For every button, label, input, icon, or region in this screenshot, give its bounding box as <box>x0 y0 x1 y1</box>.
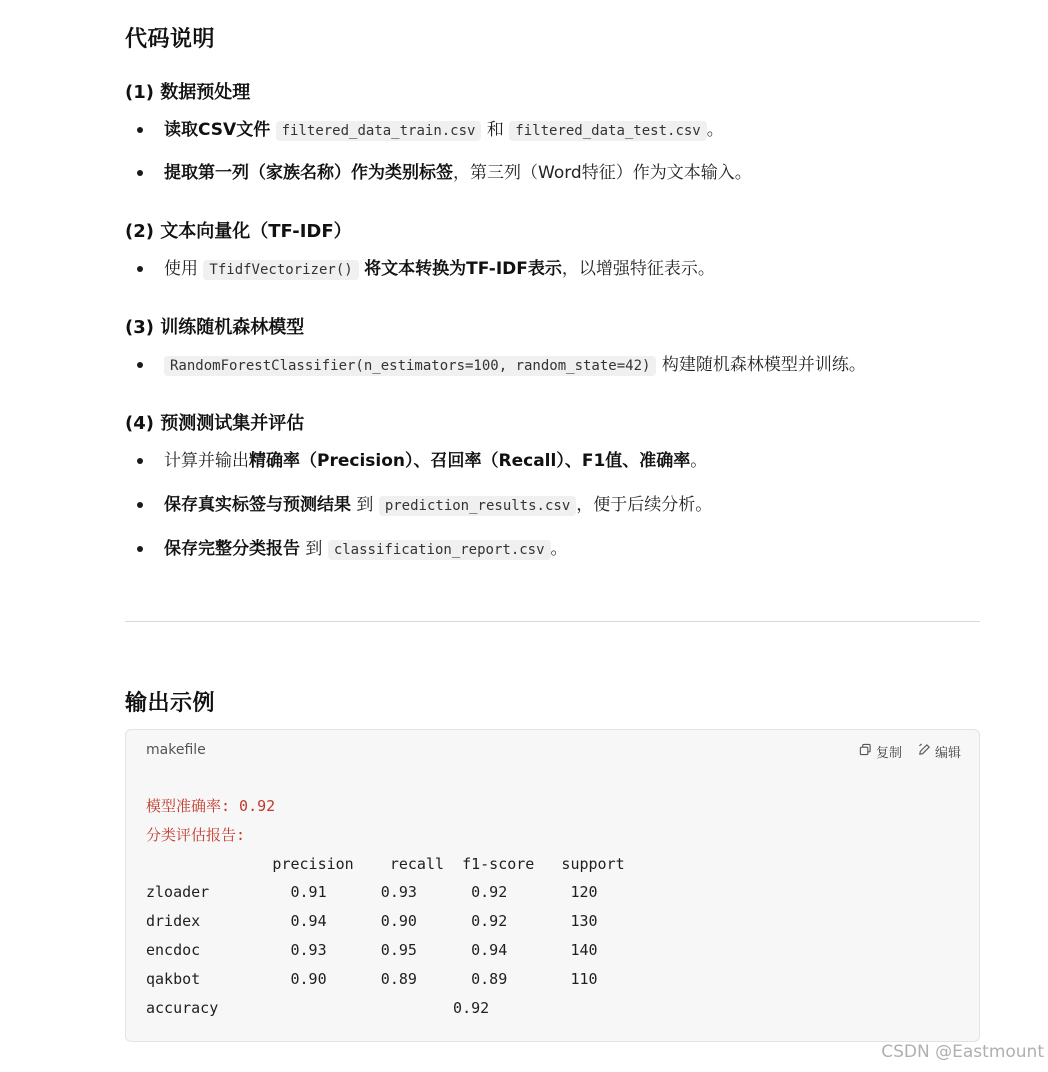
preprocess-list <box>125 118 980 185</box>
accuracy-line: 模型准确率: 0.92 <box>146 797 276 815</box>
code-block-toolbar <box>859 742 961 761</box>
bullet-text: ，以增强特征表示。 <box>561 259 715 279</box>
list-item <box>125 537 980 561</box>
report-row: qakbot 0.90 0.89 0.89 110 <box>146 969 598 988</box>
bullet-bold-text: 保存完整分类报告 <box>164 539 300 559</box>
bullet-bold-text: 提取第一列（家族名称）作为类别标签 <box>164 163 453 183</box>
inline-code: TfidfVectorizer() <box>203 260 358 280</box>
report-row: dridex 0.94 0.90 0.92 130 <box>146 912 598 931</box>
preprocess-heading: (1) 数据预处理 <box>125 82 251 103</box>
report-row: encdoc 0.93 0.95 0.94 140 <box>146 940 598 959</box>
bullet-text: 和 <box>486 120 504 140</box>
report-title-line: 分类评估报告: <box>146 825 246 844</box>
inline-code: RandomForestClassifier(n_estimators=100, random_state=42) <box>164 356 656 376</box>
bullet-text: 到 <box>356 495 374 515</box>
bullet-text: 。 <box>550 539 568 559</box>
list-item <box>125 449 980 473</box>
copy-label: 复制 <box>875 746 902 761</box>
bullet-text: 。 <box>690 451 708 471</box>
bullet-bold-text: 保存真实标签与预测结果 <box>164 495 351 515</box>
report-row: zloader 0.91 0.93 0.92 120 <box>146 883 598 902</box>
vectorize-list <box>125 257 980 281</box>
bullet-bold-text: 精确率（Precision）、召回率（Recall）、F1值、准确率 <box>249 451 691 471</box>
bullet-text: ，第三列（Word特征）作为文本输入。 <box>453 163 752 183</box>
list-item <box>125 257 980 281</box>
vectorize-heading: (2) 文本向量化（TF-IDF） <box>125 221 352 242</box>
bullet-text: 计算并输出 <box>164 451 249 471</box>
bullet-bold-text: 读取CSV文件 <box>164 120 271 140</box>
output-example-title: 输出示例 <box>125 691 216 716</box>
edit-icon <box>918 743 931 760</box>
list-item <box>125 353 980 377</box>
report-row: accuracy 0.92 <box>146 998 490 1017</box>
section-divider <box>125 621 980 622</box>
code-language-label: makefile <box>146 742 206 758</box>
list-item <box>125 118 980 142</box>
bullet-text: 到 <box>305 539 323 559</box>
evaluate-heading: (4) 预测测试集并评估 <box>125 413 305 434</box>
copy-icon <box>859 743 872 760</box>
bullet-bold-text: 将文本转换为TF-IDF表示 <box>364 259 562 279</box>
inline-code: filtered_data_test.csv <box>509 121 706 141</box>
train-list <box>125 353 980 377</box>
watermark-text: CSDN @Eastmount <box>881 1042 1044 1062</box>
code-output <box>146 792 625 1022</box>
code-explanation-title: 代码说明 <box>125 27 216 52</box>
inline-code: prediction_results.csv <box>379 496 576 516</box>
code-block <box>125 729 980 1042</box>
edit-label: 编辑 <box>934 746 961 761</box>
bullet-text: 构建随机森林模型并训练。 <box>661 355 866 375</box>
bullet-text: ，便于后续分析。 <box>576 495 713 515</box>
report-header-line: precision recall f1-score support <box>146 854 625 873</box>
inline-code: classification_report.csv <box>328 540 551 560</box>
edit-button[interactable] <box>918 742 961 761</box>
inline-code: filtered_data_train.csv <box>276 121 482 141</box>
list-item <box>125 161 980 185</box>
copy-button[interactable] <box>859 742 902 761</box>
evaluate-list <box>125 449 980 561</box>
bullet-text: 使用 <box>164 259 198 279</box>
list-item <box>125 493 980 517</box>
train-heading: (3) 训练随机森林模型 <box>125 317 305 338</box>
bullet-text: 。 <box>706 120 724 140</box>
